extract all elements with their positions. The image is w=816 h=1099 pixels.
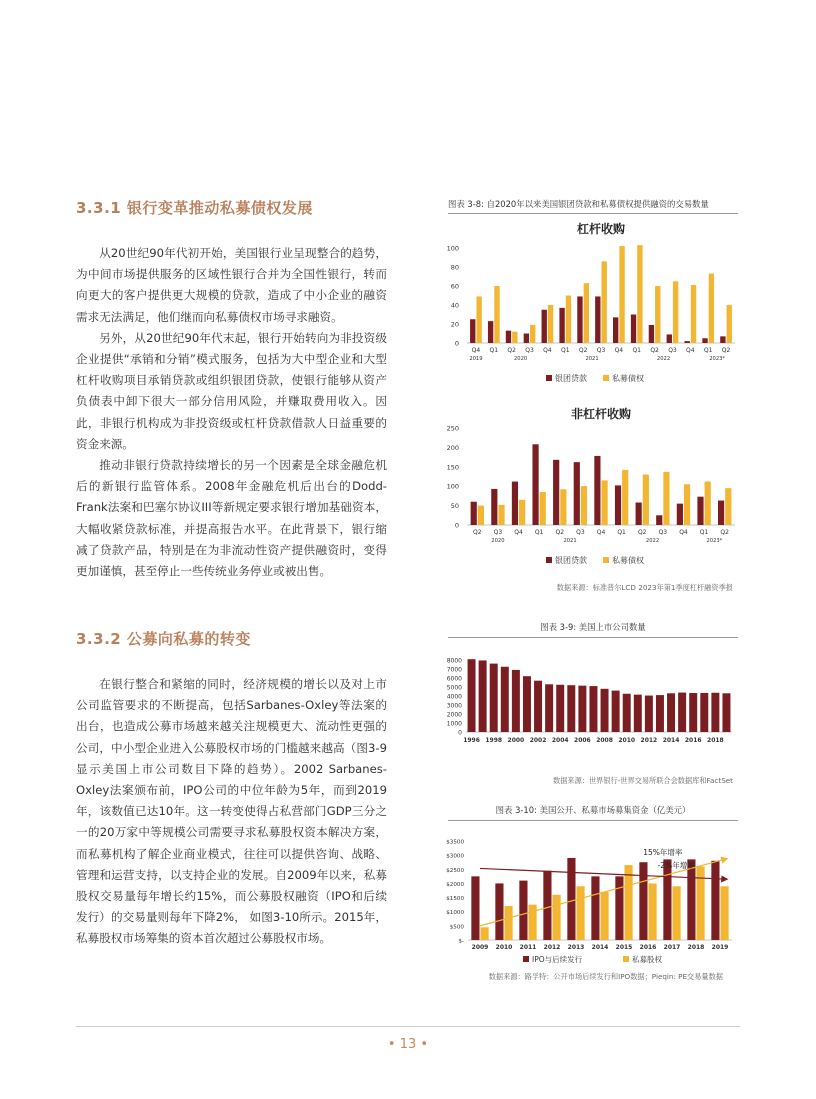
bar-private-credit xyxy=(602,261,607,343)
bar-bank-loan xyxy=(488,321,493,343)
legend-label: 银团贷款 xyxy=(555,374,587,383)
bar-private-equity xyxy=(553,895,561,940)
bar-listed-companies xyxy=(534,681,542,732)
x-year-label: 2023* xyxy=(706,538,723,544)
legend-label: 私募债权 xyxy=(612,556,644,565)
bar-bank-loan xyxy=(574,462,580,525)
figure-3-8-caption: 图表 3-8: 自2020年以来美国银团贷款和私募债权提供融资的交易数量 xyxy=(448,199,709,209)
x-tick-label: Q3 xyxy=(658,529,668,536)
bar-listed-companies xyxy=(501,667,509,732)
bar-private-credit xyxy=(584,283,589,343)
bar-bank-loan xyxy=(512,482,518,525)
bar-private-credit xyxy=(540,492,546,525)
bar-private-credit xyxy=(478,506,484,525)
bar-bank-loan xyxy=(471,502,477,525)
x-tick-label: 2012 xyxy=(543,944,561,951)
y-tick-label: 200 xyxy=(446,443,459,452)
bar-bank-loan xyxy=(649,325,654,343)
bar-bank-loan xyxy=(553,460,559,525)
chart-public-private-fundraising xyxy=(440,834,740,969)
x-tick-label: 2018 xyxy=(707,737,724,744)
x-tick-label: 2014 xyxy=(662,737,680,744)
y-tick-label: $- xyxy=(458,938,464,945)
bar-listed-companies xyxy=(722,693,730,732)
legend-swatch-bank-loan xyxy=(546,375,552,381)
x-tick-label: Q3 xyxy=(576,529,585,536)
y-tick-label: 250 xyxy=(446,424,459,433)
bar-bank-loan xyxy=(532,444,538,525)
x-tick-label: Q4 xyxy=(543,347,552,354)
paragraph: 另外，从20世纪90年代末起，银行开始转向为非投资级企业提供“承销和分销”模式服务，包括为大中型企业和大型杠杆收购项目承销贷款或组织银团贷款，使银行能够从资产负债表中卸下很大一部分信用风险，并赚取费用收入。因此，非银行机构成为非投资级或杠杆贷款借款人日益重要的资金来源。 xyxy=(76,330,387,451)
y-tick-label: $2500 xyxy=(446,867,464,874)
x-year-label: 2021 xyxy=(563,538,577,544)
bar-ipo-follow-on xyxy=(711,861,719,940)
y-tick-label: 6000 xyxy=(446,675,462,683)
x-year-label: 2022 xyxy=(645,538,660,544)
x-tick-label: Q2 xyxy=(721,347,731,354)
y-tick-label: $500 xyxy=(449,924,464,931)
x-year-label: 2022 xyxy=(656,356,671,362)
x-tick-label: 2013 xyxy=(567,944,585,951)
bar-private-equity xyxy=(721,886,729,940)
bar-listed-companies xyxy=(468,659,476,732)
bar-private-credit xyxy=(566,296,571,344)
bar-listed-companies xyxy=(578,686,586,732)
annotation-growth-private: 15%年增率 xyxy=(643,848,683,858)
x-tick-label: Q1 xyxy=(560,347,570,354)
paragraph: 从20世纪90年代初开始，美国银行业呈现整合的趋势，为中间市场提供服务的区域性银行合并为全国性银行，转而向更大的客户提供更大规模的贷款，造成了中小企业的融资需求无法满足，他们继而向私募债权市场寻求融资。 xyxy=(76,246,387,324)
x-tick-label: Q1 xyxy=(632,347,642,354)
bar-private-equity xyxy=(625,865,633,940)
x-tick-label: Q4 xyxy=(471,347,481,354)
x-tick-label: 2000 xyxy=(507,737,525,744)
bar-listed-companies xyxy=(545,684,553,732)
x-tick-label: 2004 xyxy=(551,737,569,744)
bar-ipo-follow-on xyxy=(663,859,671,940)
bar-private-credit xyxy=(622,470,628,525)
bar-private-credit xyxy=(476,296,481,343)
bar-private-credit xyxy=(637,245,642,343)
x-tick-label: 2019 xyxy=(711,944,729,951)
bar-private-credit xyxy=(684,484,690,525)
bar-bank-loan xyxy=(559,308,564,343)
x-tick-label: Q1 xyxy=(703,347,713,354)
figure-3-9-caption: 图表 3-9: 美国上市公司数量 xyxy=(540,622,646,632)
paragraph: 在银行整合和紧缩的同时，经济规模的增长以及对上市公司监管要求的不断提高，包括Sarbanes-Oxley等法案的出台，也造成公募市场越来越关注规模更大、流动性更强的公司，中小型企业进入公募股权市场的门槛越来越高（图3-9显示美国上市公司数目下降的趋势）。2002 Sarbanes-Oxley法案颁布前，IPO公司的中位年龄为5年，而到2019年，该数值已达10年。这一转变使得占私营部门GDP三分之一的20万家中等规模公司需要寻求私募股权资本解决方案，而私募机构了解企业商业模式，往往可以提供咨询、战略、管理和运营支持，以支持企业的发展。自2009年以来，私募股权交易量每年增长约15%，而公募股权融资（IPO和后续发行）的交易量则每年下降2%， 如图3-10所示。2015年，私募股权市场筹集的资本首次超过公募股权市场。 xyxy=(76,677,387,946)
y-tick-label: 20 xyxy=(450,320,459,329)
bar-listed-companies xyxy=(623,694,631,732)
bar-private-equity xyxy=(649,883,657,940)
bar-private-credit xyxy=(602,480,608,525)
bar-private-equity xyxy=(673,886,681,940)
bar-listed-companies xyxy=(479,660,487,732)
x-year-label: 2020 xyxy=(491,538,505,544)
bar-private-credit xyxy=(727,305,732,343)
bar-bank-loan xyxy=(636,502,642,525)
chart-non-leveraged-buyout xyxy=(445,403,740,578)
x-tick-label: Q4 xyxy=(514,529,523,536)
y-tick-label: 5000 xyxy=(446,684,462,692)
x-tick-label: 2008 xyxy=(596,737,613,744)
bar-ipo-follow-on xyxy=(543,871,551,940)
bar-private-credit xyxy=(519,500,525,525)
paragraph: 推动非银行贷款持续增长的另一个因素是全球金融危机后的新银行监管体系。2008年金融危机后出台的Dodd-Frank法案和巴塞尔协议III等新规定要求银行增加基础资本，大幅收紧贷款标准，并提高报告水平。在此背景下，银行缩减了贷款产品，特别是在为非流动性资产提供融资时，变得更加谨慎，甚至停止一些传统业务停业或被出售。 xyxy=(76,458,387,579)
y-tick-label: 0 xyxy=(458,729,462,737)
figure-3-8-source: 数据来源：标准普尔LCD 2023年第1季度杠杆融资季报 xyxy=(556,583,733,592)
bar-bank-loan xyxy=(720,336,725,343)
x-tick-label: 2015 xyxy=(615,944,633,951)
bar-ipo-follow-on xyxy=(471,876,479,940)
y-tick-label: 0 xyxy=(454,339,459,348)
legend-swatch-private-equity xyxy=(623,956,629,962)
x-tick-label: Q1 xyxy=(699,529,709,536)
x-year-label: 2023* xyxy=(709,356,726,362)
bar-bank-loan xyxy=(718,501,724,525)
bar-bank-loan xyxy=(577,296,582,343)
bar-listed-companies xyxy=(667,693,675,732)
footer-rule xyxy=(76,1026,740,1027)
bar-bank-loan xyxy=(667,334,672,343)
bar-private-credit xyxy=(655,286,660,343)
x-year-label: 2021 xyxy=(585,356,599,362)
legend-swatch-bank-loan xyxy=(546,557,552,563)
bar-bank-loan xyxy=(470,319,475,343)
x-tick-label: 2002 xyxy=(529,737,547,744)
bar-listed-companies xyxy=(700,693,708,732)
y-tick-label: 100 xyxy=(446,244,459,253)
x-tick-label: Q3 xyxy=(525,347,534,354)
bar-ipo-follow-on xyxy=(495,883,503,940)
y-tick-label: 1000 xyxy=(446,720,462,728)
y-tick-label: 7000 xyxy=(446,666,462,674)
figure-3-10-caption: 图表 3-10: 美国公开、私募市场募集资金（亿美元） xyxy=(495,805,691,815)
x-tick-label: Q2 xyxy=(578,347,588,354)
legend-swatch-private-credit xyxy=(603,375,609,381)
bar-listed-companies xyxy=(512,670,520,732)
bar-private-credit xyxy=(709,274,714,343)
chart-title: 非杠杆收购 xyxy=(570,407,632,421)
x-tick-label: Q2 xyxy=(555,529,565,536)
bar-listed-companies xyxy=(634,695,642,732)
x-tick-label: 2012 xyxy=(640,737,658,744)
bar-private-credit xyxy=(498,505,504,525)
x-tick-label: Q3 xyxy=(596,347,606,354)
bar-private-credit xyxy=(560,489,566,525)
bar-bank-loan xyxy=(631,315,636,344)
x-year-label: 2020 xyxy=(513,356,528,362)
bar-bank-loan xyxy=(684,341,689,343)
y-tick-label: 50 xyxy=(450,502,459,511)
bar-ipo-follow-on xyxy=(567,858,575,940)
section-3-3-2-body xyxy=(76,674,387,950)
legend-swatch-ipo xyxy=(523,956,529,962)
bar-listed-companies xyxy=(589,686,597,732)
section-title-3-3-2: 3.3.2 公募向私募的转变 xyxy=(76,630,251,648)
bar-listed-companies xyxy=(711,693,719,732)
section-3-3-1-body xyxy=(76,243,387,582)
x-tick-label: 1996 xyxy=(463,737,480,744)
chart-title: 杠杆收购 xyxy=(576,222,626,236)
legend-label: 银团贷款 xyxy=(555,556,587,565)
bar-private-credit xyxy=(494,286,499,343)
bar-listed-companies xyxy=(656,695,664,732)
x-tick-label: 2014 xyxy=(591,944,609,951)
x-tick-label: Q2 xyxy=(650,347,659,354)
bar-private-credit xyxy=(581,486,587,525)
bar-listed-companies xyxy=(689,693,697,732)
bar-listed-companies xyxy=(612,691,620,732)
bar-private-credit xyxy=(663,472,669,525)
x-tick-label: Q2 xyxy=(507,347,516,354)
x-tick-label: 2016 xyxy=(684,737,702,744)
x-tick-label: Q1 xyxy=(617,529,626,536)
y-tick-label: 4000 xyxy=(446,693,462,701)
caption-rule xyxy=(448,820,738,821)
bar-bank-loan xyxy=(594,456,600,525)
caption-rule xyxy=(448,213,738,214)
x-tick-label: 2010 xyxy=(618,737,636,744)
bar-private-credit xyxy=(643,475,649,525)
bar-bank-loan xyxy=(656,515,662,525)
bar-ipo-follow-on xyxy=(639,862,647,940)
bar-private-credit xyxy=(691,285,696,343)
bar-bank-loan xyxy=(491,489,497,525)
bar-bank-loan xyxy=(697,497,703,525)
x-tick-label: Q4 xyxy=(596,529,606,536)
x-tick-label: Q2 xyxy=(720,529,729,536)
page-number: • 13 • xyxy=(387,1037,429,1052)
bar-private-equity xyxy=(505,906,513,940)
bar-listed-companies xyxy=(601,689,609,732)
x-tick-label: Q4 xyxy=(686,347,695,354)
x-tick-label: 2009 xyxy=(471,944,489,951)
x-tick-label: 2018 xyxy=(687,944,705,951)
bar-ipo-follow-on xyxy=(519,881,527,940)
legend-label: IPO与后续发行 xyxy=(532,955,583,964)
x-tick-label: 2017 xyxy=(663,944,681,951)
bar-private-equity xyxy=(529,905,537,940)
y-tick-label: 100 xyxy=(446,482,459,491)
y-tick-label: $3000 xyxy=(446,853,464,860)
x-tick-label: Q2 xyxy=(637,529,647,536)
bar-private-equity xyxy=(481,927,489,940)
y-tick-label: 60 xyxy=(450,282,459,291)
bar-bank-loan xyxy=(524,334,529,344)
section-title-3-3-1: 3.3.1 银行变革推动私募债权发展 xyxy=(76,199,313,217)
bar-bank-loan xyxy=(613,317,618,343)
y-tick-label: 80 xyxy=(450,263,459,272)
bar-ipo-follow-on xyxy=(615,876,623,940)
y-tick-label: $1000 xyxy=(446,910,464,917)
annotation-growth-public: -2%年增率 xyxy=(657,860,695,870)
bar-listed-companies xyxy=(678,693,686,732)
bar-private-credit xyxy=(705,482,711,525)
bar-listed-companies xyxy=(567,685,575,732)
figure-3-10-source: 数据来源：路孚特：公开市场后续发行和IPO数据；Pieqin: PE交易量数据 xyxy=(488,972,723,981)
bar-bank-loan xyxy=(542,310,547,343)
y-tick-label: 8000 xyxy=(446,657,462,665)
x-year-label: 2019 xyxy=(469,356,483,362)
y-tick-label: 2000 xyxy=(446,711,462,719)
x-tick-label: Q3 xyxy=(668,347,677,354)
bar-private-credit xyxy=(530,325,535,343)
caption-rule xyxy=(448,637,738,638)
bar-bank-loan xyxy=(615,485,621,525)
x-tick-label: Q2 xyxy=(473,529,482,536)
bar-private-equity xyxy=(601,892,609,940)
bar-private-credit xyxy=(619,246,624,343)
legend-swatch-private-credit xyxy=(603,557,609,563)
y-tick-label: 150 xyxy=(446,463,459,472)
bar-private-equity xyxy=(577,886,585,940)
legend-label: 私募股权 xyxy=(632,955,662,964)
x-tick-label: Q4 xyxy=(679,529,688,536)
chart-us-listed-companies xyxy=(440,648,740,748)
y-tick-label: $1500 xyxy=(446,896,464,903)
bar-listed-companies xyxy=(490,664,498,732)
bar-private-credit xyxy=(548,305,553,343)
legend-label: 私募债权 xyxy=(612,374,644,383)
bar-bank-loan xyxy=(595,296,600,343)
figure-3-9-source: 数据来源：世界银行-世界交易所联合会数据库和FactSet xyxy=(553,776,733,785)
x-tick-label: 2010 xyxy=(495,944,513,951)
bar-private-credit xyxy=(673,281,678,343)
bar-private-credit xyxy=(512,332,517,343)
x-tick-label: Q1 xyxy=(534,529,544,536)
bar-listed-companies xyxy=(556,685,564,732)
x-tick-label: 1998 xyxy=(485,737,503,744)
x-tick-label: Q1 xyxy=(489,347,499,354)
x-tick-label: Q4 xyxy=(614,347,624,354)
bar-listed-companies xyxy=(645,696,653,732)
y-tick-label: $3500 xyxy=(446,839,464,846)
bar-bank-loan xyxy=(677,504,683,525)
chart-leveraged-buyout xyxy=(445,218,740,393)
y-tick-label: 0 xyxy=(454,521,459,530)
bar-private-credit xyxy=(725,488,731,525)
x-tick-label: 2016 xyxy=(639,944,657,951)
x-tick-label: 2006 xyxy=(574,737,591,744)
x-tick-label: Q3 xyxy=(493,529,503,536)
bar-ipo-follow-on xyxy=(687,859,695,940)
bar-bank-loan xyxy=(702,338,707,343)
bar-ipo-follow-on xyxy=(591,876,599,940)
y-tick-label: 40 xyxy=(450,301,459,310)
bar-bank-loan xyxy=(506,331,511,343)
y-tick-label: 3000 xyxy=(446,702,462,710)
y-tick-label: $2000 xyxy=(446,881,464,888)
x-tick-label: 2011 xyxy=(519,944,537,951)
bar-listed-companies xyxy=(523,676,531,732)
